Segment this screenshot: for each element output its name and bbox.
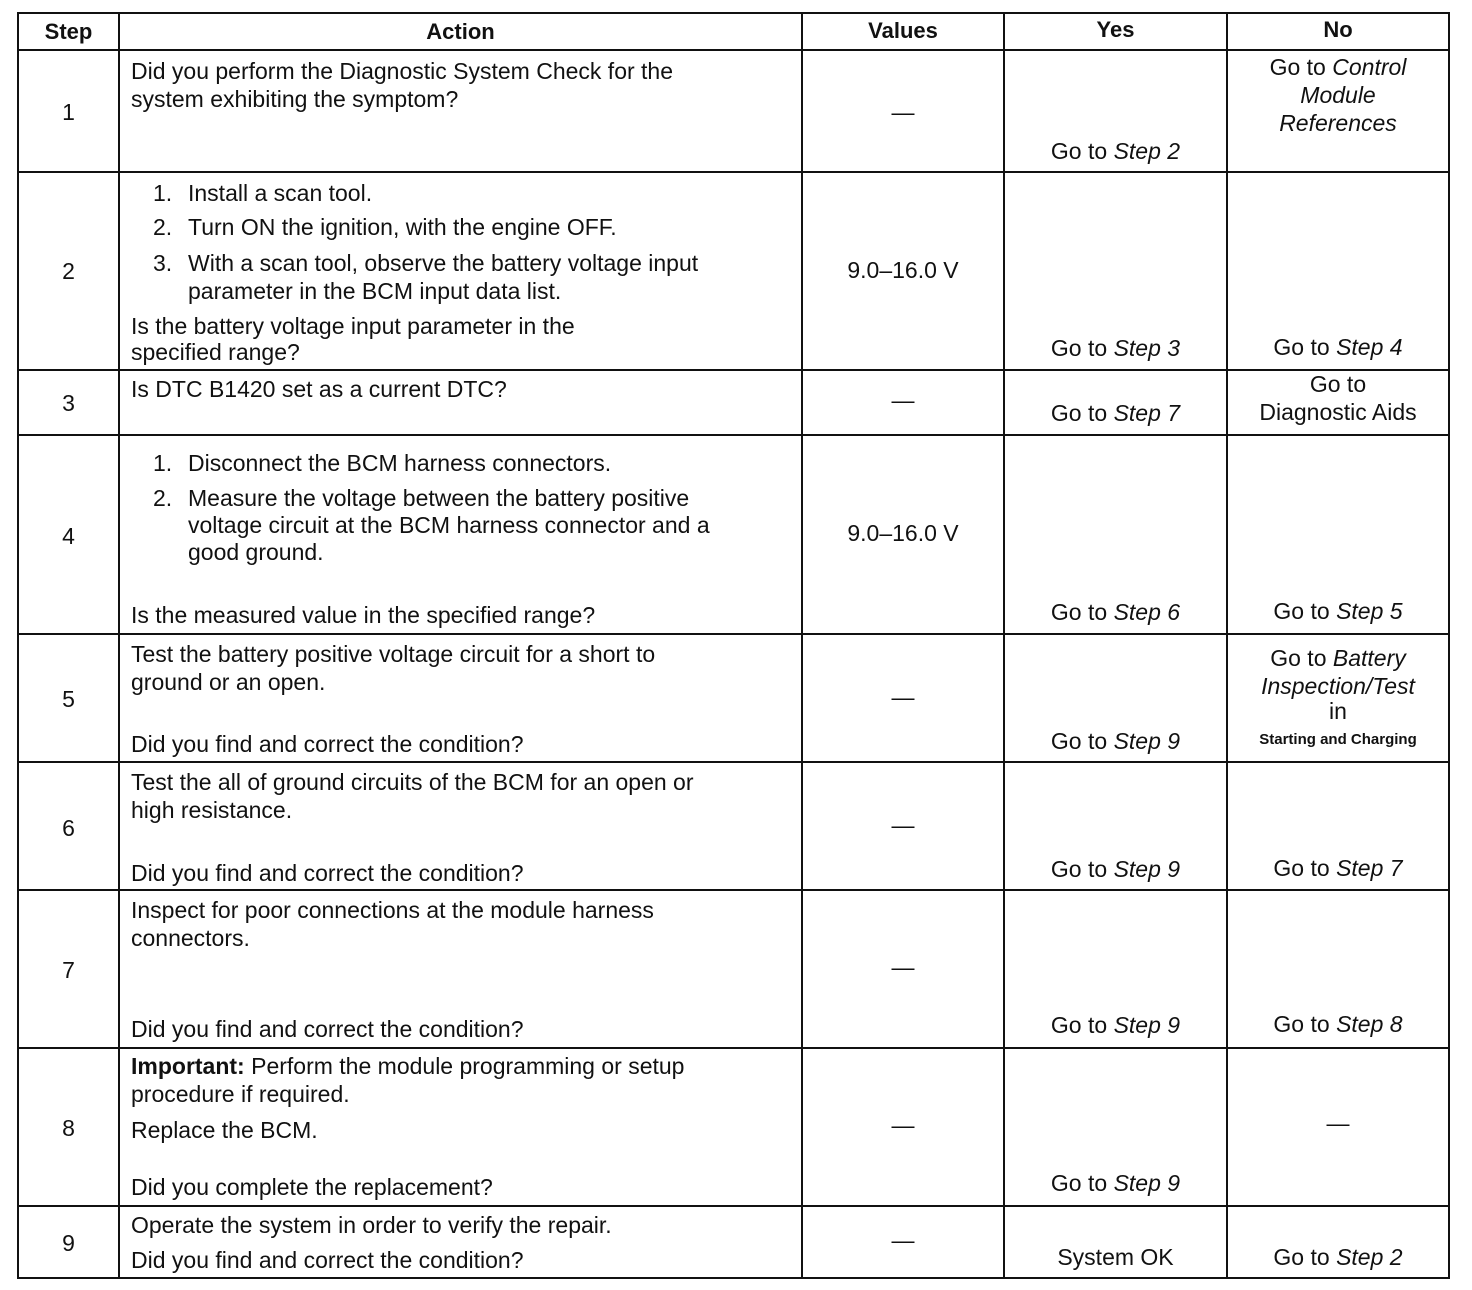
values-cell: —	[891, 954, 915, 980]
yes-cell: Go to Step 2	[1050, 138, 1181, 164]
yes-cell: Go to Step 9	[1050, 1170, 1181, 1196]
action-text: Operate the system in order to verify the repair.	[131, 1212, 612, 1238]
question-text: Did you find and correct the condition?	[131, 1016, 524, 1042]
no-cell: —	[1326, 1110, 1350, 1136]
yes-cell: Go to Step 3	[1050, 335, 1181, 361]
question-text: Did you complete the replacement?	[131, 1174, 493, 1200]
values-cell: —	[891, 99, 915, 125]
yes-cell: Go to Step 6	[1050, 599, 1181, 625]
action-text: system exhibiting the symptom?	[131, 86, 459, 112]
yes-cell: Go to Step 9	[1050, 856, 1181, 882]
list-item-text: good ground.	[188, 539, 324, 565]
no-cell-line: References	[1279, 110, 1397, 136]
no-cell: Go to Battery	[1270, 645, 1406, 671]
no-cell: Go to Step 5	[1273, 598, 1403, 624]
list-number: 2.	[153, 214, 173, 240]
yes-cell: Go to Step 9	[1050, 1012, 1181, 1038]
action-text: Important: Perform the module programming or setup	[131, 1053, 685, 1079]
no-cell: Go to Step 8	[1273, 1011, 1403, 1037]
row-divider	[17, 633, 1450, 635]
step-number: 5	[62, 686, 75, 712]
question-text: Is the battery voltage input parameter in the	[131, 313, 575, 339]
question-text: Did you find and correct the condition?	[131, 860, 524, 886]
values-cell: 9.0–16.0 V	[847, 520, 959, 546]
table-border-right	[1448, 12, 1450, 1279]
list-number: 1.	[153, 450, 173, 476]
important-label: Important:	[131, 1053, 245, 1079]
no-cell: Go to Step 7	[1273, 855, 1403, 881]
list-item-text: Install a scan tool.	[188, 180, 373, 206]
action-text: connectors.	[131, 925, 250, 951]
table-border-bottom	[17, 1277, 1450, 1279]
row-divider	[17, 434, 1450, 436]
action-text: Test the battery positive voltage circuit for a short to	[131, 641, 656, 667]
no-cell-line: Diagnostic Aids	[1259, 399, 1417, 425]
no-cell: Go to Step 4	[1273, 334, 1403, 360]
yes-cell: Go to Step 7	[1050, 400, 1181, 426]
list-item-text: Measure the voltage between the battery positive	[188, 485, 690, 511]
values-cell: —	[891, 1112, 915, 1138]
list-item-text: parameter in the BCM input data list.	[188, 278, 562, 304]
table-border-top	[17, 12, 1450, 14]
list-item-text: Turn ON the ignition, with the engine OFF.	[188, 214, 617, 240]
header-step: Step	[44, 19, 93, 44]
step-number: 4	[62, 523, 75, 549]
values-cell: —	[891, 1227, 915, 1253]
question-text: Is the measured value in the specified range?	[131, 602, 596, 628]
list-item-text: With a scan tool, observe the battery voltage input	[188, 250, 699, 276]
header-yes: Yes	[1096, 17, 1135, 42]
column-divider	[118, 12, 120, 1279]
header-divider	[17, 49, 1450, 51]
table-border-left	[17, 12, 19, 1279]
values-cell: —	[891, 684, 915, 710]
column-divider	[801, 12, 803, 1279]
list-number: 2.	[153, 485, 173, 511]
yes-cell: Go to Step 9	[1050, 728, 1181, 754]
no-cell-line: Inspection/Test	[1261, 673, 1415, 699]
action-text: high resistance.	[131, 797, 293, 823]
row-divider	[17, 1047, 1450, 1049]
step-number: 6	[62, 815, 75, 841]
action-text: ground or an open.	[131, 669, 326, 695]
action-text: Is DTC B1420 set as a current DTC?	[131, 376, 507, 402]
no-cell: Go to Step 2	[1273, 1244, 1403, 1270]
step-number: 7	[62, 957, 75, 983]
action-text: Test the all of ground circuits of the BCM for an open or	[131, 769, 694, 795]
row-divider	[17, 171, 1450, 173]
no-cell-line: Module	[1300, 82, 1376, 108]
action-text: Did you perform the Diagnostic System Check for the	[131, 58, 674, 84]
row-divider	[17, 889, 1450, 891]
header-values: Values	[868, 18, 938, 43]
header-no: No	[1323, 17, 1353, 42]
question-text: Did you find and correct the condition?	[131, 731, 524, 757]
no-cell: Go to	[1309, 371, 1367, 397]
list-number: 3.	[153, 250, 173, 276]
action-text: procedure if required.	[131, 1081, 350, 1107]
values-cell: —	[891, 387, 915, 413]
list-number: 1.	[153, 180, 173, 206]
action-text: Inspect for poor connections at the module harness	[131, 897, 654, 923]
row-divider	[17, 761, 1450, 763]
step-number: 9	[62, 1230, 75, 1256]
step-number: 2	[62, 258, 75, 284]
values-cell: 9.0–16.0 V	[847, 257, 959, 283]
question-text: Did you find and correct the condition?	[131, 1247, 524, 1273]
no-cell-line: Starting and Charging	[1259, 731, 1417, 748]
no-cell: Go to Control	[1269, 54, 1407, 80]
action-text: Replace the BCM.	[131, 1117, 318, 1143]
step-number: 8	[62, 1115, 75, 1141]
no-cell-line: in	[1329, 698, 1347, 724]
step-number: 3	[62, 390, 75, 416]
column-divider	[1003, 12, 1005, 1279]
header-action: Action	[426, 19, 495, 44]
question-text: specified range?	[131, 339, 300, 365]
values-cell: —	[891, 812, 915, 838]
list-item-text: voltage circuit at the BCM harness connector and a	[188, 512, 710, 538]
yes-cell: System OK	[1057, 1244, 1174, 1270]
step-number: 1	[62, 99, 75, 125]
row-divider	[17, 1205, 1450, 1207]
list-item-text: Disconnect the BCM harness connectors.	[188, 450, 612, 476]
